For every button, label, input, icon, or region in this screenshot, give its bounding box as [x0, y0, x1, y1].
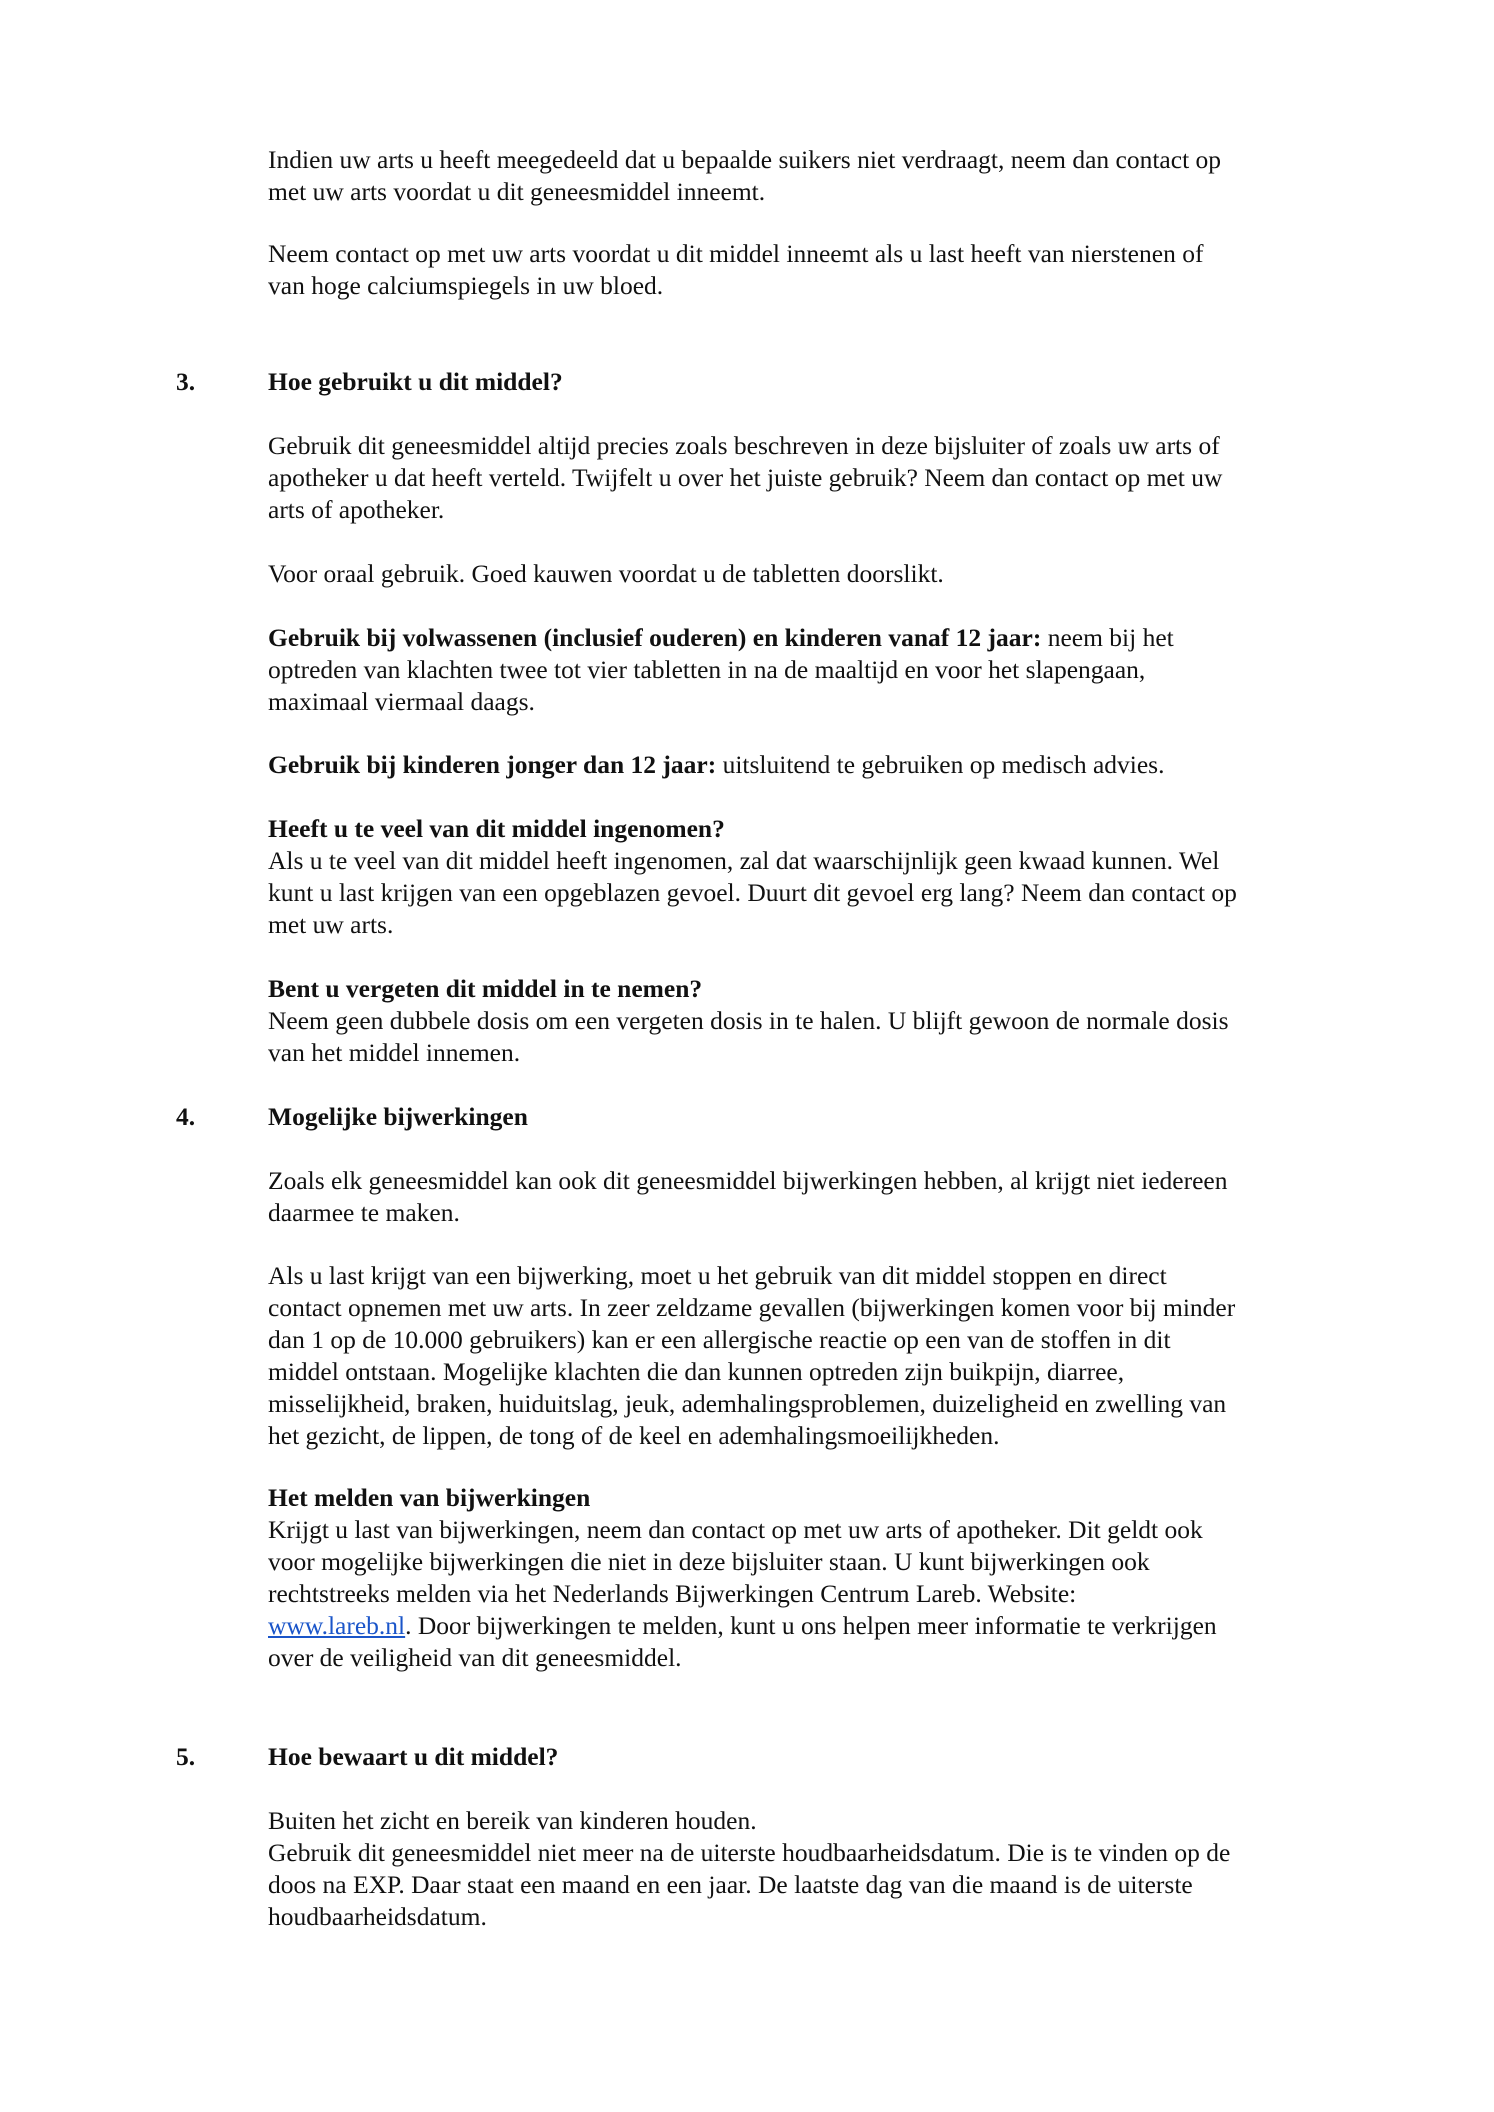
section-3-number: 3. [176, 367, 196, 396]
section-4-side-effects [268, 1260, 1328, 1452]
reporting-title: Het melden van bijwerkingen [268, 1483, 591, 1512]
text-line: Gebruik dit geneesmiddel altijd precies zoals beschreven in deze bijsluiter of zoals uw arts of [268, 431, 1220, 460]
text-line: Neem geen dubbele dosis om een vergeten dosis in te halen. U blijft gewoon de normale dosis [268, 1006, 1229, 1035]
text-line: Zoals elk geneesmiddel kan ook dit geneesmiddel bijwerkingen hebben, al krijgt niet iedereen [268, 1166, 1228, 1195]
text-line [268, 1610, 1328, 1642]
text-line: daarmee te maken. [268, 1198, 460, 1227]
text-line: Indien uw arts u heeft meegedeeld dat u bepaalde suikers niet verdraagt, neem dan contact op [268, 145, 1222, 174]
text-line: het gezicht, de lippen, de tong of de keel en ademhalingsmoeilijkheden. [268, 1421, 1000, 1450]
text-line [268, 749, 1328, 781]
section-4-title: Mogelijke bijwerkingen [268, 1102, 528, 1131]
section-5-storage [268, 1805, 1328, 1933]
section-5-title: Hoe bewaart u dit middel? [268, 1742, 559, 1771]
text-line: voor mogelijke bijwerkingen die niet in deze bijsluiter staan. U kunt bijwerkingen ook [268, 1547, 1150, 1576]
reporting-text-after-link: . Door bijwerkingen te melden, kunt u ons helpen meer informatie te verkrijgen [405, 1611, 1217, 1640]
text-line: Als u last krijgt van een bijwerking, moet u het gebruik van dit middel stoppen en direct [268, 1261, 1167, 1290]
section-4-intro [268, 1165, 1328, 1229]
text-line: van het middel innemen. [268, 1038, 521, 1067]
text-line [268, 622, 1328, 654]
section-4-number: 4. [176, 1102, 196, 1131]
text-line: maximaal viermaal daags. [268, 687, 535, 716]
text-line: over de veiligheid van dit geneesmiddel. [268, 1643, 682, 1672]
text-line: met uw arts. [268, 910, 394, 939]
text-line: Gebruik dit geneesmiddel niet meer na de uiterste houdbaarheidsdatum. Die is te vinden op de [268, 1838, 1231, 1867]
section-3-overdose [268, 813, 1328, 941]
overdose-title: Heeft u te veel van dit middel ingenomen? [268, 814, 725, 843]
section-3-oral-use [268, 558, 1328, 590]
text-line: rechtstreeks melden via het Nederlands Bijwerkingen Centrum Lareb. Website: [268, 1579, 1077, 1608]
text-line: Krijgt u last van bijwerkingen, neem dan contact op met uw arts of apotheker. Dit geldt ook [268, 1515, 1203, 1544]
text-line: met uw arts voordat u dit geneesmiddel inneemt. [268, 177, 766, 206]
text-line: dan 1 op de 10.000 gebruikers) kan er een allergische reactie op een van de stoffen in dit [268, 1325, 1171, 1354]
text-line: van hoge calciumspiegels in uw bloed. [268, 271, 664, 300]
text-line: arts of apotheker. [268, 495, 445, 524]
text-line: apotheker u dat heeft verteld. Twijfelt u over het juiste gebruik? Neem dan contact op met uw [268, 463, 1223, 492]
text-line: Neem contact op met uw arts voordat u dit middel inneemt als u last heeft van nierstenen of [268, 239, 1204, 268]
text-line: Als u te veel van dit middel heeft ingenomen, zal dat waarschijnlijk geen kwaad kunnen. Wel [268, 846, 1220, 875]
text-line: Buiten het zicht en bereik van kinderen houden. [268, 1806, 757, 1835]
text-line: doos na EXP. Daar staat een maand en een jaar. De laatste dag van die maand is de uiterste [268, 1870, 1193, 1899]
forgotten-dose-title: Bent u vergeten dit middel in te nemen? [268, 974, 703, 1003]
section-4-reporting [268, 1482, 1328, 1674]
section-3-adult-dosage [268, 622, 1328, 718]
section-3-children-dosage [268, 749, 1328, 781]
text-line: Voor oraal gebruik. Goed kauwen voordat u de tabletten doorslikt. [268, 559, 944, 588]
section-3-title: Hoe gebruikt u dit middel? [268, 367, 563, 396]
children-dosage-text: uitsluitend te gebruiken op medisch advies. [716, 750, 1165, 779]
text-line: kunt u last krijgen van een opgeblazen gevoel. Duurt dit gevoel erg lang? Neem dan contact op [268, 878, 1237, 907]
section-5-number: 5. [176, 1742, 196, 1771]
section-3-forgotten-dose [268, 973, 1328, 1069]
text-line: contact opnemen met uw arts. In zeer zeldzame gevallen (bijwerkingen komen voor bij minder [268, 1293, 1236, 1322]
text-line: middel ontstaan. Mogelijke klachten die dan kunnen optreden zijn buikpijn, diarree, [268, 1357, 1125, 1386]
adult-dosage-label: Gebruik bij volwassenen (inclusief ouderen) en kinderen vanaf 12 jaar: [268, 623, 1042, 652]
section-3-usage-paragraph [268, 430, 1328, 526]
text-line: optreden van klachten twee tot vier tabletten in na de maaltijd en voor het slapengaan, [268, 655, 1146, 684]
adult-dosage-text: neem bij het [1041, 623, 1174, 652]
text-line: misselijkheid, braken, huiduitslag, jeuk, ademhalingsproblemen, duizeligheid en zwelling van [268, 1389, 1227, 1418]
text-line: houdbaarheidsdatum. [268, 1902, 487, 1931]
children-dosage-label: Gebruik bij kinderen jonger dan 12 jaar: [268, 750, 717, 779]
intro-paragraph-sugars [268, 144, 1328, 208]
intro-paragraph-kidneystones [268, 238, 1328, 302]
lareb-website-link[interactable]: www.lareb.nl [268, 1611, 406, 1640]
